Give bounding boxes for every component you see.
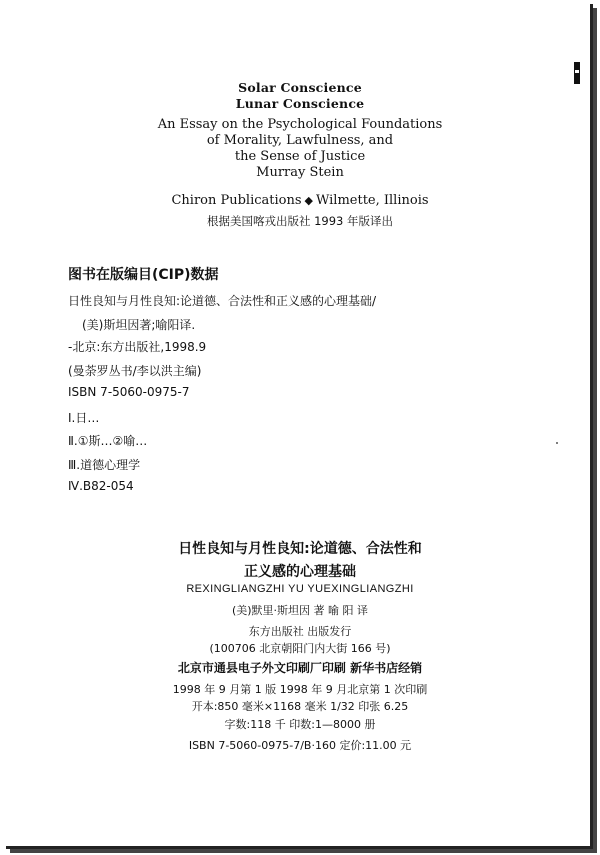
english-title-line-1: Solar Conscience bbox=[238, 80, 362, 95]
colophon-authors: (美)默里·斯坦因 著 喻 阳 译 bbox=[231, 604, 369, 617]
colophon-edition: 1998 年 9 月第 1 版 1998 年 9 月北京第 1 次印刷 bbox=[172, 683, 428, 696]
english-title-line-2: Lunar Conscience bbox=[235, 96, 365, 111]
cip-heading: 图书在版编目(CIP)数据 bbox=[68, 267, 219, 283]
cip-line-7: Ⅱ.①斯…②喻… bbox=[68, 434, 148, 448]
colophon-format: 开本:850 毫米×1168 毫米 1/32 印张 6.25 bbox=[191, 700, 409, 713]
cip-line-5: ISBN 7-5060-0975-7 bbox=[68, 385, 190, 399]
cip-line-9: Ⅳ.B82-054 bbox=[68, 479, 134, 493]
cip-line-6: Ⅰ.日… bbox=[68, 411, 100, 425]
english-subtitle-line-2: of Morality, Lawfulness, and bbox=[206, 133, 394, 148]
cip-line-3: -北京:东方出版社,1998.9 bbox=[68, 340, 207, 354]
translation-source-note: 根据美国喀戎出版社 1993 年版译出 bbox=[206, 214, 394, 228]
publisher-location: Wilmette, Illinois bbox=[316, 193, 429, 208]
cip-line-1: 日性良知与月性良知:论道德、合法性和正义感的心理基础/ bbox=[68, 294, 377, 308]
cip-line-8: Ⅲ.道德心理学 bbox=[68, 458, 141, 472]
english-subtitle-line-3: the Sense of Justice bbox=[234, 149, 366, 164]
diamond-separator-icon: ◆ bbox=[304, 194, 314, 207]
publisher-name: Chiron Publications bbox=[171, 193, 302, 208]
cip-line-2: (美)斯坦因著;喻阳译. bbox=[82, 318, 196, 332]
scan-speck bbox=[556, 442, 558, 444]
colophon-title-line-1: 日性良知与月性良知:论道德、合法性和 bbox=[178, 541, 422, 557]
cip-line-4: (曼荼罗丛书/李以洪主编) bbox=[68, 364, 202, 378]
colophon-title-line-2: 正义感的心理基础 bbox=[244, 564, 356, 580]
colophon-printer: 北京市通县电子外文印刷厂印刷 新华书店经销 bbox=[177, 661, 423, 675]
english-subtitle-line-1: An Essay on the Psychological Foundations bbox=[157, 117, 443, 132]
colophon-publisher: 东方出版社 出版发行 bbox=[248, 625, 352, 638]
colophon-pinyin: REXINGLIANGZHI YU YUEXINGLIANGZHI bbox=[186, 583, 414, 595]
english-publisher-line bbox=[110, 193, 490, 208]
colophon-isbn-price: ISBN 7-5060-0975-7/B·160 定价:11.00 元 bbox=[188, 739, 412, 752]
english-author: Murray Stein bbox=[256, 165, 344, 180]
page-edge-mark bbox=[574, 62, 580, 84]
colophon-count: 字数:118 千 印数:1—8000 册 bbox=[224, 718, 376, 731]
colophon-address: (100706 北京朝阳门内大街 166 号) bbox=[209, 642, 391, 655]
